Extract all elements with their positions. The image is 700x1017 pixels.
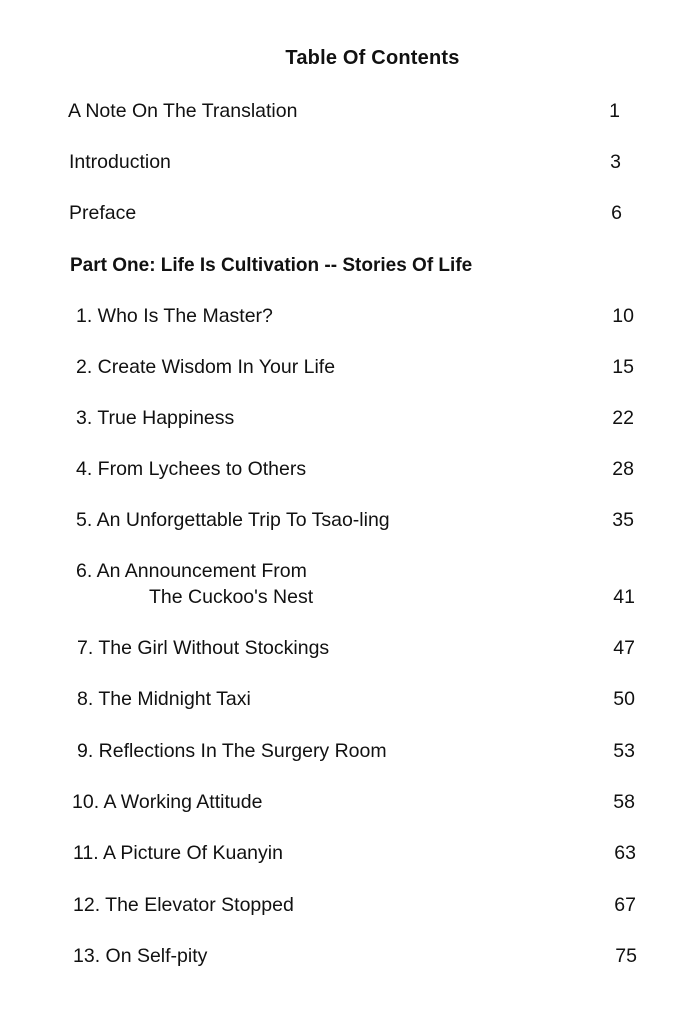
toc-chapter-text: 4. From Lychees to Others xyxy=(76,458,307,480)
toc-chapter-text: 3. True Happiness xyxy=(76,407,235,429)
toc-chapter-text: 1. Who Is The Master? xyxy=(76,305,273,327)
toc-entry-page: 6 xyxy=(611,202,622,224)
toc-entry-text: A Note On The Translation xyxy=(68,100,298,122)
toc-chapter-page: 63 xyxy=(614,842,636,864)
toc-chapter-page: 15 xyxy=(612,356,634,378)
toc-chapter-page: 22 xyxy=(612,407,634,429)
toc-chapter-text: 5. An Unforgettable Trip To Tsao-ling xyxy=(76,509,390,531)
toc-chapter-text: 2. Create Wisdom In Your Life xyxy=(76,356,336,378)
toc-chapter-text: 10. A Working Attitude xyxy=(72,791,263,813)
toc-chapter-page: 75 xyxy=(615,945,637,967)
toc-chapter-text: 7. The Girl Without Stockings xyxy=(77,637,330,659)
toc-chapter-page: 50 xyxy=(613,688,635,710)
toc-chapter-text: 12. The Elevator Stopped xyxy=(73,894,294,916)
toc-chapter-page: 28 xyxy=(612,458,634,480)
toc-chapter-page: 58 xyxy=(613,791,635,813)
toc-chapter-text: 8. The Midnight Taxi xyxy=(77,688,251,710)
toc-chapter-page: 47 xyxy=(613,637,635,659)
toc-chapter-page: 41 xyxy=(613,586,635,608)
toc-entry-text: Preface xyxy=(69,202,137,224)
toc-entry-page: 1 xyxy=(609,100,620,122)
toc-chapter-page: 53 xyxy=(613,740,635,762)
toc-chapter-text: 6. An Announcement From xyxy=(76,560,307,582)
toc-chapter-text: 9. Reflections In The Surgery Room xyxy=(77,740,387,762)
toc-entry-text: Introduction xyxy=(69,151,171,173)
toc-chapter-text-continued: The Cuckoo's Nest xyxy=(149,586,314,608)
toc-chapter-page: 35 xyxy=(612,509,634,531)
toc-entry-page: 3 xyxy=(610,151,621,173)
part-one-heading: Part One: Life Is Cultivation -- Stories Of Life xyxy=(70,255,473,276)
toc-title: Table Of Contents xyxy=(285,47,460,69)
toc-chapter-page: 67 xyxy=(614,894,636,916)
toc-chapter-text: 11. A Picture Of Kuanyin xyxy=(73,842,283,864)
toc-chapter-page: 10 xyxy=(612,305,634,327)
toc-chapter-text: 13. On Self-pity xyxy=(73,945,208,967)
